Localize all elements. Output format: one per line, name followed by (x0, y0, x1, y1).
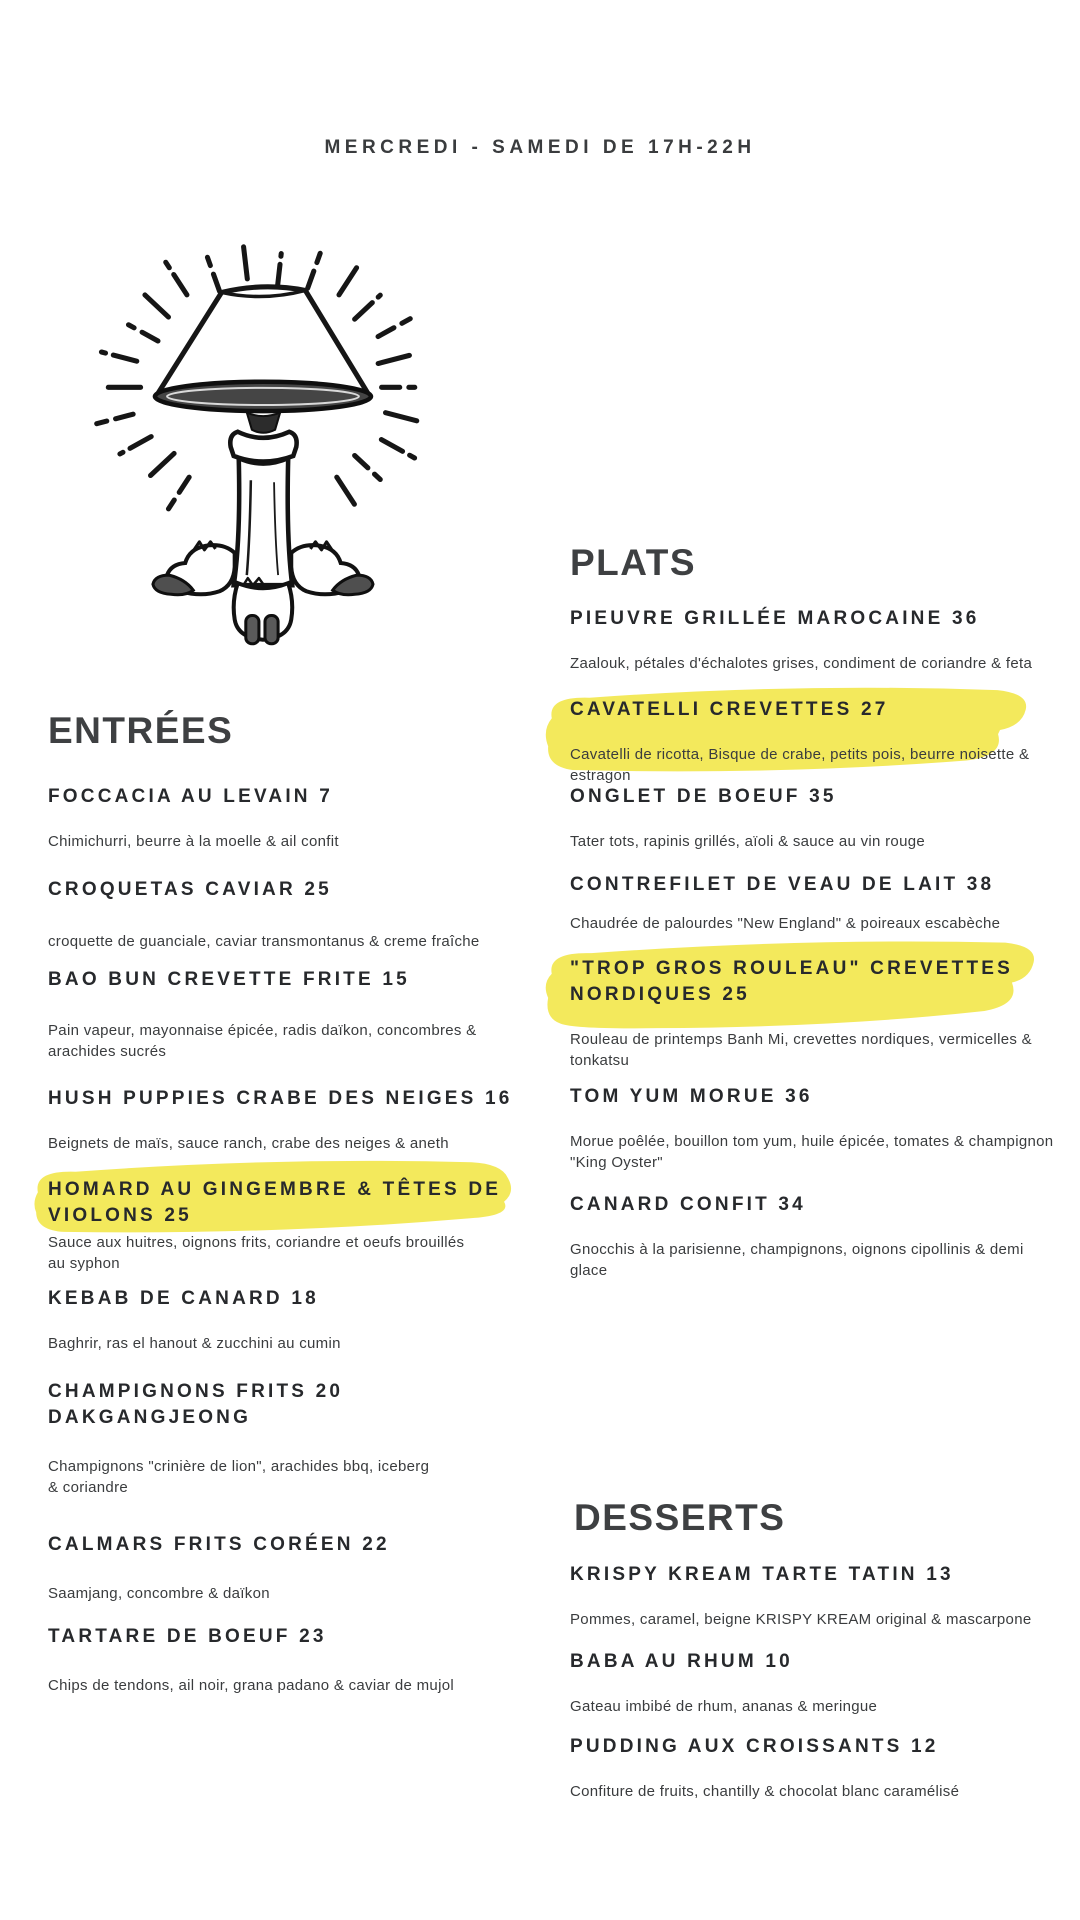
menu-item (48, 1532, 518, 1604)
menu-item-desc: tonkatsu (570, 1052, 630, 1069)
lamp-body (234, 458, 293, 585)
menu-item-title: CONTREFILET DE VEAU DE LAIT 38 (570, 874, 995, 895)
menu-item-title: HOMARD AU GINGEMBRE & TÊTES DE (48, 1179, 502, 1200)
menu-item (48, 1379, 518, 1498)
menu-item-title: CANARD CONFIT 34 (570, 1194, 806, 1215)
menu-item-desc: "King Oyster" (570, 1154, 663, 1171)
menu-item (48, 877, 518, 952)
menu-item-title: CHAMPIGNONS FRITS 20 (48, 1381, 344, 1402)
lamp-left-paw (153, 542, 235, 595)
menu-item-desc: Gnocchis à la parisienne, champignons, oignons cipollinis & demi (570, 1241, 1024, 1258)
menu-item-title: CAVATELLI CREVETTES 27 (570, 699, 889, 720)
menu-item-desc: arachides sucrés (48, 1043, 167, 1060)
menu-item-desc: Tater tots, rapinis grillés, aïoli & sauce au vin rouge (570, 833, 926, 850)
schedule-text: MERCREDI - SAMEDI DE 17H-22H (324, 137, 756, 158)
menu-item-desc: Chaudrée de palourdes "New England" & poireaux escabèche (570, 915, 1001, 932)
menu-item-desc: Confiture de fruits, chantilly & chocolat blanc caramélisé (570, 1783, 960, 1800)
menu-item (570, 1192, 1060, 1281)
section-title-entrees: ENTRÉES (48, 710, 234, 751)
menu-item (570, 1649, 1060, 1717)
menu-item-desc: au syphon (48, 1255, 120, 1272)
menu-item-title: CALMARS FRITS CORÉEN 22 (48, 1534, 390, 1555)
menu-item-title: "TROP GROS ROULEAU" CREVETTES (570, 958, 1014, 979)
menu-item-desc: Rouleau de printemps Banh Mi, crevettes nordiques, vermicelles & (570, 1031, 1032, 1048)
section-title-plats: PLATS (570, 542, 697, 583)
menu-item-title: PUDDING AUX CROISSANTS 12 (570, 1736, 939, 1757)
menu-item-desc: Baghrir, ras el hanout & zucchini au cumin (48, 1335, 341, 1352)
menu-item (570, 606, 1060, 674)
menu-item-title: VIOLONS 25 (48, 1205, 192, 1226)
lampshade-rim (155, 382, 371, 411)
menu-item (570, 872, 1060, 934)
menu-item (48, 784, 518, 852)
menu-item-desc: Morue poêlée, bouillon tom yum, huile épicée, tomates & champignon (570, 1133, 1054, 1150)
menu-item-title: KEBAB DE CANARD 18 (48, 1288, 319, 1309)
menu-item-title: NORDIQUES 25 (570, 984, 750, 1005)
lamp-center-paw (234, 578, 293, 644)
menu-item-highlighted (570, 697, 1060, 786)
menu-item-title: KRISPY KREAM TARTE TATIN 13 (570, 1564, 954, 1585)
menu-item (48, 1086, 518, 1154)
menu-item-title: HUSH PUPPIES CRABE DES NEIGES 16 (48, 1088, 513, 1109)
menu-item-desc: Gateau imbibé de rhum, ananas & meringue (570, 1698, 878, 1715)
leg-lamp-illustration (100, 246, 434, 670)
menu-item-desc: Cavatelli de ricotta, Bisque de crabe, petits pois, beurre noisette & (570, 746, 1030, 763)
menu-item-desc: estragon (570, 767, 631, 784)
menu-item-desc: glace (570, 1262, 608, 1279)
menu-item-highlighted (48, 1177, 518, 1274)
menu-item-title: ONGLET DE BOEUF 35 (570, 786, 837, 807)
menu-item (570, 1562, 1060, 1630)
menu-item-desc: Pommes, caramel, beigne KRISPY KREAM original & mascarpone (570, 1611, 1032, 1628)
menu-item (570, 784, 1060, 852)
menu-item-title: BAO BUN CREVETTE FRITE 15 (48, 969, 410, 990)
menu-item (48, 1286, 518, 1354)
lamp-neck (247, 413, 280, 433)
menu-item-title: BABA AU RHUM 10 (570, 1651, 793, 1672)
menu-item (48, 967, 518, 1062)
menu-item-highlighted (570, 956, 1060, 1071)
menu-item-title: TOM YUM MORUE 36 (570, 1086, 813, 1107)
menu-item-title: DAKGANGJEONG (48, 1407, 252, 1428)
menu-item-title: TARTARE DE BOEUF 23 (48, 1626, 327, 1647)
menu-item-desc: Saamjang, concombre & daïkon (48, 1585, 270, 1602)
menu-item-desc: & coriandre (48, 1479, 129, 1496)
menu-item-desc: Pain vapeur, mayonnaise épicée, radis daïkon, concombres & (48, 1022, 477, 1039)
menu-item-desc: croquette de guanciale, caviar transmontanus & creme fraîche (48, 933, 480, 950)
menu-item (570, 1084, 1060, 1173)
menu-item-title: FOCCACIA AU LEVAIN 7 (48, 786, 333, 807)
menu-item (48, 1624, 518, 1696)
section-title-desserts: DESSERTS (574, 1497, 786, 1538)
menu-item-desc: Beignets de maïs, sauce ranch, crabe des neiges & aneth (48, 1135, 449, 1152)
menu-item-desc: Sauce aux huitres, oignons frits, coriandre et oeufs brouillés (48, 1234, 465, 1251)
menu-item-desc: Chips de tendons, ail noir, grana padano & caviar de mujol (48, 1677, 454, 1694)
menu-item-desc: Zaalouk, pétales d'échalotes grises, condiment de coriandre & feta (570, 655, 1033, 672)
menu-item-title: PIEUVRE GRILLÉE MAROCAINE 36 (570, 608, 980, 629)
menu-item-title: CROQUETAS CAVIAR 25 (48, 879, 332, 900)
lamp-right-paw (291, 542, 373, 595)
menu-item-desc: Champignons "crinière de lion", arachides bbq, iceberg (48, 1458, 430, 1475)
menu-item (570, 1734, 1060, 1802)
menu-item-desc: Chimichurri, beurre à la moelle & ail confit (48, 833, 339, 850)
